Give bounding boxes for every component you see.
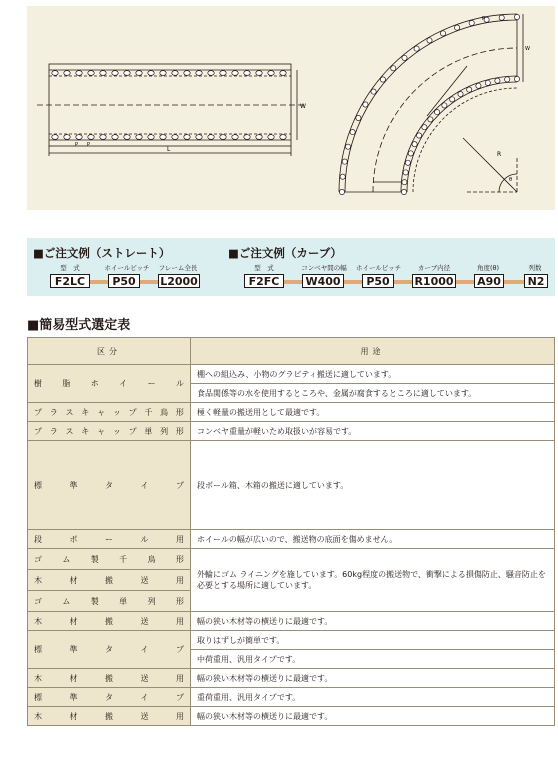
wheel xyxy=(208,71,214,76)
dim-p-label: P xyxy=(75,142,79,148)
wheel xyxy=(196,135,202,140)
category-cell xyxy=(28,570,191,591)
wheel xyxy=(244,135,250,140)
table-row xyxy=(28,669,555,688)
wheel xyxy=(184,71,190,76)
category-label: プ ラ ス キ ャ ッ プ 単 列 形 xyxy=(34,426,184,436)
category-label: 木 材 搬 送 用 xyxy=(34,616,184,626)
category-cell xyxy=(28,591,191,612)
usage-cell: 極く軽量の搬送用として最適です。 xyxy=(191,403,555,422)
category-cell xyxy=(28,707,191,726)
order-curve-connector-2 xyxy=(344,280,362,284)
wheel xyxy=(514,14,519,19)
wheel xyxy=(440,31,445,36)
order-curve-connector-3 xyxy=(394,280,412,284)
wheel xyxy=(124,135,130,140)
category-label: 段 ボ ー ル 用 xyxy=(34,534,184,544)
category-cell xyxy=(28,441,191,530)
category-cell xyxy=(28,631,191,669)
wheel xyxy=(485,80,490,85)
wheel xyxy=(495,78,500,83)
dim-w-label: W xyxy=(300,103,306,110)
selection-table-title: ■簡易型式選定表 xyxy=(27,318,131,333)
wheel xyxy=(256,71,262,76)
wheel xyxy=(100,71,106,76)
wheel xyxy=(76,71,82,76)
conveyor-drawing-svg xyxy=(27,6,555,210)
wheel xyxy=(405,160,410,165)
usage-cell: 棚への組込み、小物のグラビティ搬送に適しています。 xyxy=(191,365,555,384)
table-row xyxy=(28,422,555,441)
wheel xyxy=(402,180,407,185)
wheel xyxy=(160,71,166,76)
usage-cell: 段ボール箱、木箱の搬送に適しています。 xyxy=(191,441,555,530)
wheel xyxy=(505,77,510,82)
wheel xyxy=(100,135,106,140)
category-cell xyxy=(28,688,191,707)
order-curve-code-width: W400 xyxy=(302,274,344,288)
order-curve-caption-radius: カーブ内径 xyxy=(417,264,451,272)
category-label: プ ラ ス キ ャ ッ プ 千 鳥 形 xyxy=(34,407,184,417)
wheel xyxy=(428,117,433,122)
header-category: 区分 xyxy=(28,338,191,365)
usage-cell: 取りはずしが簡単です。 xyxy=(191,631,555,650)
table-row xyxy=(28,403,555,422)
wheel xyxy=(403,170,408,175)
category-cell xyxy=(28,612,191,631)
wheel xyxy=(160,135,166,140)
wheel xyxy=(450,97,455,102)
category-cell xyxy=(28,549,191,570)
usage-cell: 幅の狭い木材等の横送りに最適です。 xyxy=(191,669,555,688)
usage-cell: 中荷重用、汎用タイプです。 xyxy=(191,650,555,669)
wheel xyxy=(391,66,396,71)
order-straight-code-length: L2000 xyxy=(158,274,200,288)
category-label: 標 準 タ イ プ xyxy=(34,645,184,654)
wheel xyxy=(184,135,190,140)
order-straight-caption-length: フレーム全長 xyxy=(158,264,198,272)
order-curve-connector-4 xyxy=(456,280,474,284)
wheel xyxy=(342,159,347,164)
category-cell xyxy=(28,669,191,688)
table-row xyxy=(28,365,555,384)
category-label: 樹 脂 ホ イ ー ル xyxy=(34,379,184,388)
wheel xyxy=(232,135,238,140)
wheel xyxy=(124,71,130,76)
order-straight-connector-2 xyxy=(140,280,158,284)
wheel xyxy=(476,83,481,88)
selection-table xyxy=(27,337,555,726)
wheel xyxy=(469,20,474,25)
wheel xyxy=(220,135,226,140)
wheel xyxy=(112,135,118,140)
wheel xyxy=(442,103,447,108)
table-row xyxy=(28,612,555,631)
wheel xyxy=(148,71,154,76)
dim-theta-label: θ xyxy=(509,177,513,183)
order-curve-code-rows: N2 xyxy=(524,274,548,288)
wheel xyxy=(52,71,58,76)
wheel xyxy=(268,71,274,76)
wheel xyxy=(380,77,385,82)
wheel xyxy=(402,55,407,60)
wheel xyxy=(208,135,214,140)
order-straight-title: ■ご注文例（ストレート） xyxy=(33,246,171,260)
wheel xyxy=(427,38,432,43)
order-straight-caption-pitch: ホイールピッチ xyxy=(104,264,150,272)
order-curve-code-radius: R1000 xyxy=(412,274,456,288)
wheel xyxy=(401,189,406,194)
order-curve-title: ■ご注文例（カーブ） xyxy=(228,246,342,260)
wheel xyxy=(64,135,70,140)
category-label: 木 材 搬 送 用 xyxy=(34,711,184,721)
category-label: 木 材 搬 送 用 xyxy=(34,673,184,683)
usage-cell: 重荷重用、汎用タイプです。 xyxy=(191,688,555,707)
wheel xyxy=(280,135,286,140)
dim-r-label: R xyxy=(497,151,502,158)
wheel xyxy=(64,71,70,76)
wheel xyxy=(88,71,94,76)
header-usage: 用途 xyxy=(191,338,555,365)
wheel xyxy=(76,135,82,140)
wheel xyxy=(435,110,440,115)
order-curve-caption-width: コンベヤ間の幅 xyxy=(301,264,347,272)
table-header-row xyxy=(28,338,555,365)
usage-cell: 外輪にゴム ライニングを施しています。60kg程度の搬送物で、衝撃による損傷防止、騒音防止を必要とする場所に適しています。 xyxy=(191,549,555,612)
wheel xyxy=(422,125,427,130)
table-row xyxy=(28,530,555,549)
order-curve-caption-angle: 角度(θ) xyxy=(476,264,500,272)
wheel xyxy=(339,189,344,194)
selection-table-body xyxy=(28,365,555,726)
wheel xyxy=(52,135,58,140)
order-straight-code-type: F2LC xyxy=(50,274,90,288)
table-row xyxy=(28,707,555,726)
wheel xyxy=(340,174,345,179)
usage-cell: ホイールの幅が広いので、搬送物の底面を傷めません。 xyxy=(191,530,555,549)
category-label: 木 材 搬 送 用 xyxy=(34,575,184,585)
wheel xyxy=(172,135,178,140)
order-curve-code-type: F2FC xyxy=(244,274,284,288)
wheel xyxy=(280,71,286,76)
conveyor-drawing xyxy=(27,6,555,210)
category-cell xyxy=(28,365,191,403)
wheel xyxy=(136,71,142,76)
wheel xyxy=(417,133,422,138)
wheel xyxy=(136,135,142,140)
category-cell xyxy=(28,530,191,549)
wheel xyxy=(148,135,154,140)
wheel xyxy=(514,76,519,81)
order-straight-connector xyxy=(90,280,108,284)
order-straight-code-pitch: P50 xyxy=(108,274,140,288)
wheel xyxy=(256,135,262,140)
dim-l-label: L xyxy=(167,146,171,153)
order-curve-caption-type: 型 式 xyxy=(254,264,274,272)
category-label: ゴ ム 製 単 列 形 xyxy=(34,596,184,606)
wheel xyxy=(499,15,504,20)
order-curve-code-pitch: P50 xyxy=(362,274,394,288)
dim-p-curve-label: P xyxy=(482,16,486,22)
usage-cell: 幅の狭い木材等の横送りに最適です。 xyxy=(191,707,555,726)
wheel xyxy=(232,71,238,76)
wheel xyxy=(172,71,178,76)
usage-cell: コンベヤ重量が軽いため取扱いが容易です。 xyxy=(191,422,555,441)
dim-w-curve-label: W xyxy=(525,46,530,52)
order-curve-caption-rows: 列数 xyxy=(528,264,542,272)
category-label: 標 準 タ イ プ xyxy=(34,480,184,490)
usage-cell: 食品関係等の水を使用するところや、金属が腐食するところに適しています。 xyxy=(191,384,555,403)
wheel xyxy=(414,46,419,51)
wheel xyxy=(408,151,413,156)
table-row xyxy=(28,441,555,530)
category-cell xyxy=(28,422,191,441)
wheel xyxy=(412,142,417,147)
wheel xyxy=(268,135,274,140)
category-label: ゴ ム 製 千 鳥 形 xyxy=(34,554,184,564)
order-curve-connector-5 xyxy=(504,280,524,284)
category-cell xyxy=(28,403,191,422)
wheel xyxy=(196,71,202,76)
wheel xyxy=(350,130,355,135)
table-row xyxy=(28,631,555,650)
table-row xyxy=(28,688,555,707)
order-curve-connector xyxy=(284,280,302,284)
wheel xyxy=(112,71,118,76)
dim-p-label-2: P xyxy=(87,142,91,148)
order-curve-code-angle: A90 xyxy=(474,274,504,288)
wheel xyxy=(220,71,226,76)
wheel xyxy=(467,87,472,92)
wheel xyxy=(244,71,250,76)
wheel xyxy=(345,144,350,149)
order-straight-caption-type: 型 式 xyxy=(60,264,80,272)
wheel xyxy=(88,135,94,140)
wheel xyxy=(363,102,368,107)
wheel xyxy=(356,115,361,120)
table-row xyxy=(28,549,555,570)
wheel xyxy=(371,89,376,94)
usage-cell: 幅の狭い木材等の横送りに最適です。 xyxy=(191,612,555,631)
wheel xyxy=(458,92,463,97)
order-curve-caption-pitch: ホイールピッチ xyxy=(356,264,402,272)
wheel xyxy=(455,25,460,30)
category-label: 標 準 タ イ プ xyxy=(34,692,184,702)
